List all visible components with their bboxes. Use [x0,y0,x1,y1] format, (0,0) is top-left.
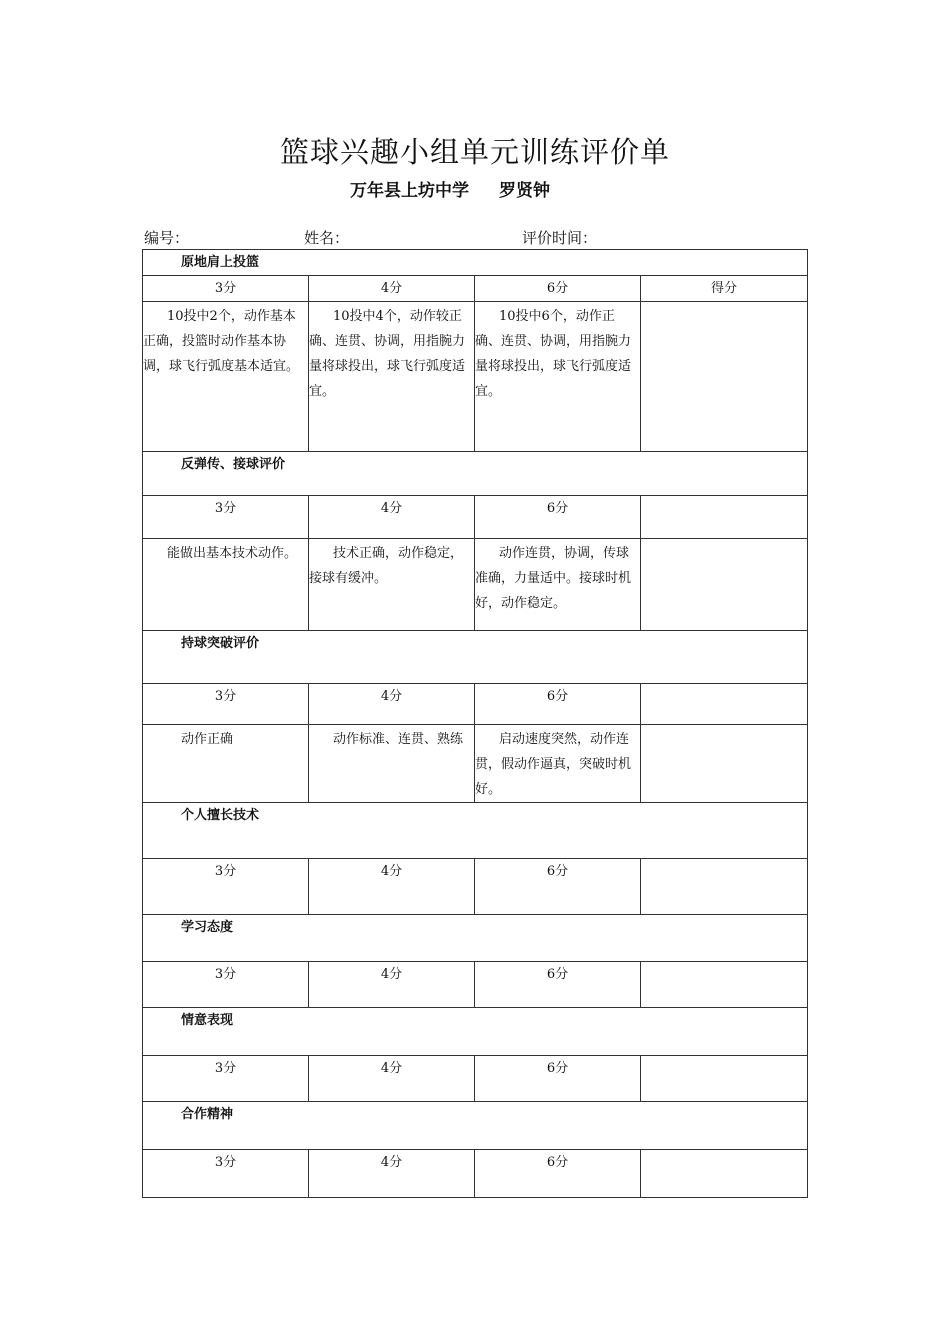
score-3-label: 3分 [143,962,309,1008]
criteria-6: 启动速度突然，动作连贯，假动作逼真，突破时机好。 [475,725,641,803]
section-title: 原地肩上投篮 [143,250,808,276]
score-cell[interactable] [641,539,808,631]
score-cell[interactable] [641,684,808,725]
score-header-row [143,1150,808,1198]
section-title: 合作精神 [143,1102,808,1150]
section-header-row [143,915,808,962]
score-6-label: 6分 [475,1150,641,1198]
score-header-row [143,859,808,915]
score-cell[interactable] [641,1056,808,1102]
score-6-label: 6分 [475,962,641,1008]
document-title: 篮球兴趣小组单元训练评价单 [279,135,670,169]
criteria-row [143,725,808,803]
score-3-label: 3分 [143,496,309,539]
number-label: 编号： [144,229,190,247]
document-subtitle [0,176,900,201]
score-header-row [143,684,808,725]
section-title: 学习态度 [143,915,808,962]
section-header-row [143,803,808,859]
school-name: 万年县上坊中学 [350,181,469,201]
score-header-row [143,962,808,1008]
score-header-row [143,1056,808,1102]
section-header-row [143,250,808,276]
criteria-4: 动作标准、连贯、熟练 [309,725,475,803]
score-6-label: 6分 [475,276,641,302]
section-header-row [143,631,808,684]
score-4-label: 4分 [309,276,475,302]
score-cell[interactable] [641,962,808,1008]
author-name: 罗贤钟 [499,181,550,201]
score-4-label: 4分 [309,962,475,1008]
score-6-label: 6分 [475,859,641,915]
criteria-6: 动作连贯，协调，传球准确，力量适中。接球时机好，动作稳定。 [475,539,641,631]
score-4-label: 4分 [309,496,475,539]
score-3-label: 3分 [143,684,309,725]
score-cell[interactable] [641,859,808,915]
score-cell[interactable] [641,302,808,452]
criteria-6: 10投中6个，动作正确、连贯、协调，用指腕力量将球投出，球飞行弧度适宜。 [475,302,641,452]
score-header-row [143,276,808,302]
score-4-label: 4分 [309,1056,475,1102]
eval-time-label: 评价时间： [522,229,598,247]
score-3-label: 3分 [143,276,309,302]
score-header-row [143,496,808,539]
section-header-row [143,1102,808,1150]
criteria-3: 10投中2个，动作基本正确，投篮时动作基本协调，球飞行弧度基本适宜。 [143,302,309,452]
score-3-label: 3分 [143,859,309,915]
score-column-header: 得分 [641,276,808,302]
score-6-label: 6分 [475,496,641,539]
score-cell[interactable] [641,1150,808,1198]
criteria-3: 动作正确 [143,725,309,803]
score-4-label: 4分 [309,684,475,725]
criteria-4: 技术正确，动作稳定，接球有缓冲。 [309,539,475,631]
criteria-row [143,302,808,452]
score-cell[interactable] [641,725,808,803]
name-label: 姓名： [304,229,350,247]
section-title: 持球突破评价 [143,631,808,684]
score-4-label: 4分 [309,859,475,915]
score-3-label: 3分 [143,1056,309,1102]
criteria-row [143,539,808,631]
score-4-label: 4分 [309,1150,475,1198]
section-title: 反弹传、接球评价 [143,452,808,496]
section-title: 个人擅长技术 [143,803,808,859]
score-3-label: 3分 [143,1150,309,1198]
section-header-row [143,452,808,496]
evaluation-table [142,249,808,1198]
criteria-4: 10投中4个，动作较正确、连贯、协调，用指腕力量将球投出，球飞行弧度适宜。 [309,302,475,452]
section-header-row [143,1008,808,1056]
criteria-3: 能做出基本技术动作。 [143,539,309,631]
section-title: 情意表现 [143,1008,808,1056]
score-6-label: 6分 [475,1056,641,1102]
score-cell[interactable] [641,496,808,539]
score-6-label: 6分 [475,684,641,725]
